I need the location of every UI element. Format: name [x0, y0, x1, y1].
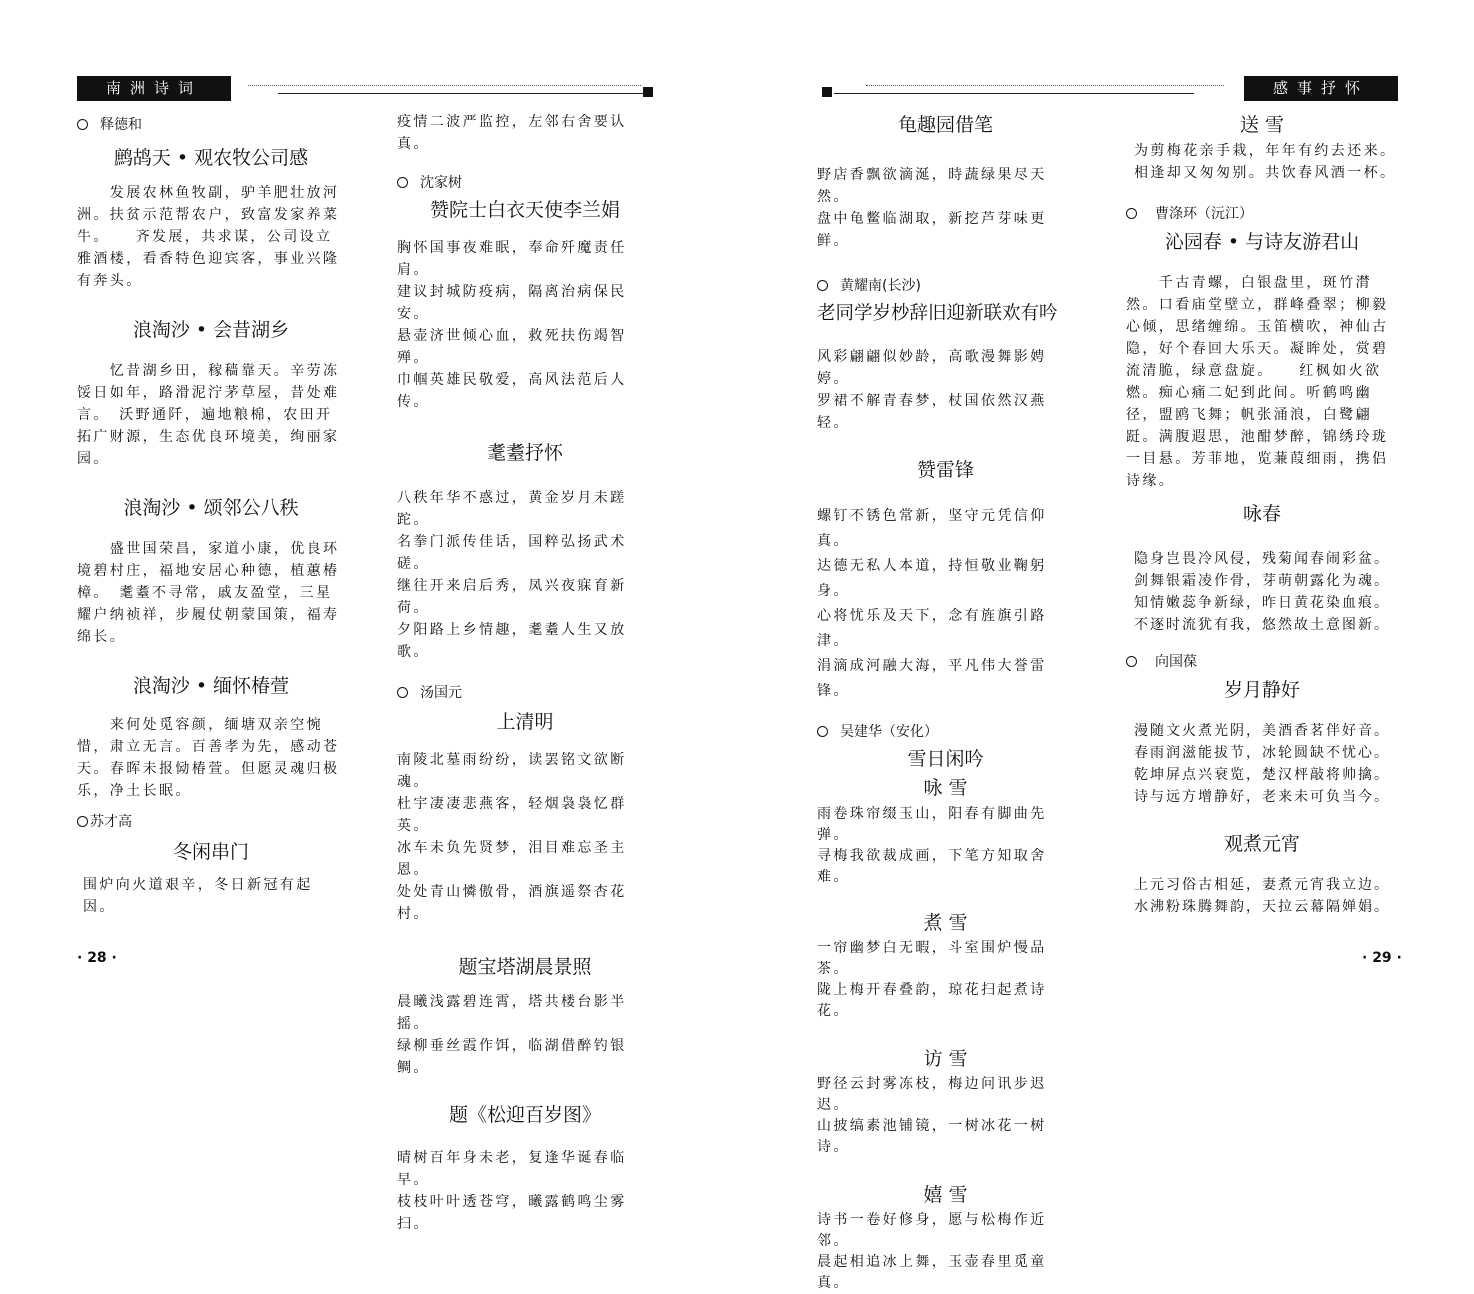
right-header-dotted-rule — [866, 85, 1224, 86]
poem-body: 野径云封雾冻枝，梅边问讯步迟迟。 山披缟素池铺镜，一树冰花一树诗。 — [817, 1076, 1047, 1155]
poem-title: 送 雪 — [1239, 114, 1285, 136]
poem-body: 为剪梅花亲手栽，年年有约去还来。 相逢却又匆匆别。共饮春风酒一杯。 — [1134, 143, 1397, 181]
poem-title: 观煮元宵 — [1223, 833, 1300, 855]
poem-body: 盛世国荣昌，家道小康，优良环境碧村庄，福地安居心种德，植蕙椿樟。 耄耋不寻常，戚友盈堂，三星耀户纳祯祥，步履仗朝蒙国策，福寿绵长。 — [77, 541, 340, 645]
poem-subtitle: 嬉 雪 — [923, 1184, 968, 1206]
poem-title: 耄耋抒怀 — [486, 442, 563, 464]
poem-title: 浪淘沙 • 会昔湖乡 — [132, 319, 290, 341]
poem-title: 浪淘沙 • 颂邻公八秩 — [123, 497, 299, 519]
author-name: 黄耀南(长沙) — [840, 278, 921, 294]
circle-bullet-icon — [817, 726, 828, 737]
author-line — [77, 113, 345, 137]
poem-body: 野店香飘欲滴涎，時蔬绿果尽天然。 盘中龟鳖临湖取，新挖芦芽味更鲜。 — [817, 167, 1047, 249]
poem-title: 雪日闲吟 — [907, 748, 984, 770]
circle-bullet-icon — [817, 280, 828, 291]
author-name: 苏才高 — [90, 814, 132, 830]
poem-title: 咏春 — [1242, 503, 1281, 525]
left-page-number: · 28 · — [77, 950, 117, 966]
poem-body: 风彩翩翩似妙龄，高歌漫舞影娉婷。 罗裙不解青春梦，杖国依然汉燕轻。 — [817, 349, 1047, 431]
poem-body: 上元习俗古相延，妻煮元宵我立边。 水沸粉珠腾舞韵，天拉云幕隔婵娟。 — [1134, 877, 1390, 915]
right-section-tag: 感事抒怀 — [1244, 76, 1398, 101]
poem-title: 题宝塔湖晨景照 — [458, 956, 592, 978]
poem-subtitle: 煮 雪 — [923, 912, 968, 934]
circle-bullet-icon — [77, 119, 88, 130]
left-column-1 — [77, 113, 345, 918]
author-line — [397, 171, 653, 195]
poem-body: 疫情二波严监控，左邻右舍要认真。 — [397, 114, 627, 152]
poem-body: 忆昔湖乡田，稼穑靠天。辛劳冻馁日如年，路滑泥泞茅草屋，昔处难言。 沃野通阡，遍地粮棉，农田开拓广财源，生态优良环境美，绚丽家园。 — [77, 363, 340, 467]
author-line — [397, 681, 653, 705]
author-name: 汤国元 — [420, 685, 462, 701]
poem-title: 浪淘沙 • 缅怀椿萱 — [132, 675, 290, 697]
circle-bullet-icon — [77, 816, 88, 827]
author-name: 向国葆 — [1155, 654, 1197, 670]
right-header-square-icon — [822, 87, 832, 97]
poem-body: 来何处觅容颜，缅塘双亲空惋惜，肃立无言。百善孝为先，感动苍天。春晖未报恸椿萱。但愿灵魂归极乐，净土长眠。 — [77, 717, 340, 799]
left-header-rule — [278, 93, 643, 94]
poem-body: 千古青螺，白银盘里，斑竹潸然。口看庙堂壁立，群峰叠翠；柳毅心倾，思绪缠绵。玉笛横吹，神仙古隐，好个春回大乐天。凝眸处，赏碧流清脆，绿意盘旋。 红枫如火欲燃。痴心痛二妃到此间。听鹤鸣幽径，盟鸥飞舞；帆张涌浪，白鹭翩跹。满腹遐思，池酣梦醉，锦绣玲珑一目悬。芳菲地，览蒹葭细雨，携侣诗缘。 — [1126, 275, 1389, 489]
left-header-dotted-rule — [248, 85, 641, 86]
author-name: 曹涤环（沅江） — [1155, 206, 1253, 222]
poem-body: 围炉向火道艰辛，冬日新冠有起因。 — [83, 877, 313, 915]
author-name: 释德和 — [100, 117, 142, 133]
left-column-2 — [397, 111, 653, 1235]
poem-body: 诗书一卷好修身，愿与松梅作近邻。 晨起相追冰上舞，玉壶春里觅童真。 — [817, 1212, 1047, 1291]
poem-body: 晴树百年身未老，复逢华诞春临早。 枝枝叶叶透苍穹，曦露鹤鸣尘雾扫。 — [397, 1150, 627, 1232]
poem-title: 上清明 — [496, 711, 554, 733]
poem-title: 赞院士白衣天使李兰娟 — [429, 199, 620, 221]
poem-body: 雨卷珠帘缀玉山，阳春有脚曲先弹。 寻梅我欲裁成画，下笔方知取舍难。 — [817, 806, 1047, 885]
poem-body: 南陵北墓雨纷纷，读罢铭文欲断魂。 杜宇凄凄悲燕客，轻烟袅袅忆群英。 冰车未负先贤梦，泪目难忘圣主恩。 处处青山憐傲骨，酒旗遥祭杏花村。 — [397, 752, 627, 922]
circle-bullet-icon — [1126, 656, 1137, 667]
poem-title: 赞雷锋 — [916, 459, 974, 481]
circle-bullet-icon — [397, 687, 408, 698]
right-column-1 — [817, 110, 1074, 1294]
poem-subtitle: 咏 雪 — [923, 777, 968, 799]
poem-body: 八秩年华不惑过，黄金岁月未蹉跎。 名拳门派传佳话，国粹弘扬武术磋。 继往开来启后秀，凤兴夜寐育新荷。 夕阳路上乡情趣，耄耋人生又放歌。 — [397, 490, 627, 660]
poem-body: 螺钉不锈色常新，坚守元凭信仰真。 达德无私人本道，持恒敬业鞠躬身。 心将忧乐及天下，念有旌旗引路津。 涓滴成河融大海，平凡伟大誉雷锋。 — [817, 508, 1047, 699]
poem-body: 晨曦浅露碧连霄，塔共楼台影半摇。 绿柳垂丝霞作饵，临湖借醉钓银鲷。 — [397, 994, 627, 1076]
left-section-tag: 南洲诗词 — [77, 76, 231, 101]
circle-bullet-icon — [1126, 208, 1137, 219]
author-name: 吴建华（安化） — [840, 724, 938, 740]
circle-bullet-icon — [397, 177, 408, 188]
poem-body: 隐身岂畏冷风侵，残菊闻春闹彩盆。 剑舞银霜凌作骨，芽萌朝露化为魂。 知情嫩蕊争新绿，昨日黄花染血痕。 不逐时流犹有我，悠然故土意图新。 — [1134, 551, 1390, 633]
author-line — [817, 720, 1074, 744]
poem-title: 龟趣园借笔 — [897, 114, 993, 136]
right-page-number: · 29 · — [1362, 950, 1402, 966]
author-name: 沈家树 — [420, 175, 462, 191]
poem-subtitle: 访 雪 — [923, 1048, 968, 1070]
author-line — [1126, 202, 1398, 226]
poem-title: 题《松迎百岁图》 — [448, 1104, 601, 1126]
poem-body: 漫随文火煮光阴，美酒香茗伴好音。 春雨润滋能拔节，冰轮圆缺不忧心。 乾坤屏点兴衰览，楚汉枰敲将帅擒。 诗与远方增静好，老来未可负当今。 — [1134, 723, 1390, 805]
right-column-2 — [1126, 110, 1398, 918]
poem-body: 胸怀国事夜难眠，奉命歼魔责任肩。 建议封城防疫病，隔离治病保民安。 悬壶济世倾心血，救死扶伤竭智殚。 巾帼英雄民敬爱，高风法范后人传。 — [397, 240, 627, 410]
poem-body: 发展农林鱼牧副，驴羊肥壮放河洲。扶贫示范帮农户，致富发家养菜牛。 齐发展，共求谋，公司设立雅酒楼，看香特色迎宾客，事业兴隆有奔头。 — [77, 185, 340, 289]
right-header-rule — [834, 93, 1194, 94]
poem-title: 冬闲串门 — [172, 841, 249, 863]
author-line — [77, 810, 345, 834]
author-line — [1126, 650, 1398, 674]
poem-title: 老同学岁杪辞旧迎新联欢有吟 — [817, 303, 1058, 324]
poem-body: 一帘幽梦白无暇，斗室围炉慢品茶。 陇上梅开春叠韵，琼花扫起煮诗花。 — [817, 940, 1047, 1019]
author-line — [817, 274, 1074, 298]
poem-title: 岁月静好 — [1223, 679, 1300, 701]
poem-title: 沁园春 • 与诗友游君山 — [1164, 231, 1360, 253]
left-header-square-icon — [643, 87, 653, 97]
poem-title: 鹧鸪天 • 观农牧公司感 — [113, 147, 309, 169]
